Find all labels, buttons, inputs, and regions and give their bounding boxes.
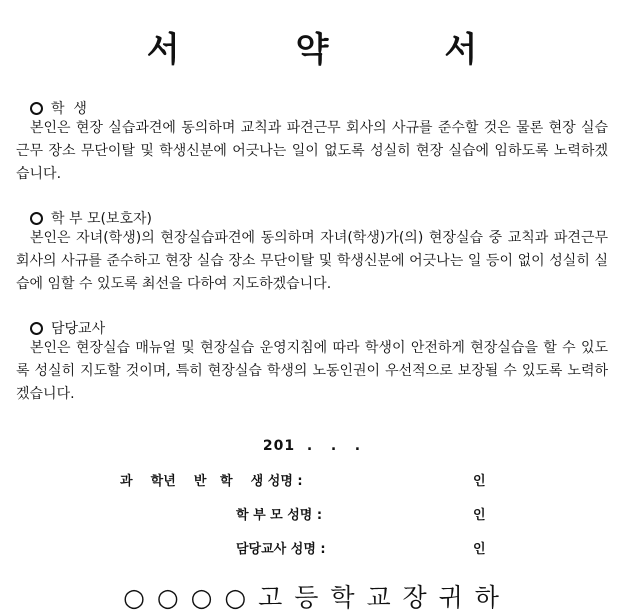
signature-student-seal: 인 bbox=[473, 474, 486, 489]
signature-teacher-seal: 인 bbox=[473, 542, 486, 557]
section-student-text: 본인은 현장 실습과견에 동의하며 교칙과 파견근무 회사의 사규를 준수할 것은 물론 현장 실습 근무 장소 무단이탈 및 학생신분에 어긋나는 일이 없도록 성실히 현장 실습에 임하도록 노력하겠습니다. bbox=[16, 120, 608, 182]
signature-teacher-label: 담당교사 성명 : bbox=[236, 542, 326, 557]
section-parent-heading bbox=[30, 208, 152, 228]
section-teacher-heading-text: 담당교사 bbox=[51, 321, 106, 337]
section-student-body bbox=[16, 117, 608, 186]
section-parent-body bbox=[16, 227, 608, 296]
title-char-2: 약 bbox=[295, 30, 329, 70]
title-char-1: 서 bbox=[146, 30, 180, 70]
section-parent-heading-text: 학 부 모(보호자) bbox=[51, 211, 152, 227]
circle-bullet-icon bbox=[30, 322, 43, 335]
circle-bullet-icon bbox=[30, 102, 43, 115]
signature-parent-label: 학 부 모 성명 : bbox=[236, 508, 323, 523]
signature-student-label: 과 학년 반 학 생 성명 : bbox=[120, 474, 303, 489]
section-teacher-body bbox=[16, 337, 608, 406]
section-student-heading bbox=[30, 98, 87, 118]
section-teacher-heading bbox=[30, 318, 105, 338]
section-teacher-text: 본인은 현장실습 매뉴얼 및 현장실습 운영지침에 따라 학생이 안전하게 현장실습을 할 수 있도록 성실히 지도할 것이며, 특히 현장실습 학생의 노동인권이 우선적으로 보장될 수 있도록 노력하겠습니다. bbox=[16, 340, 608, 402]
addressee-footer: ○ ○ ○ ○ 고 등 학 교 장 귀 하 bbox=[123, 583, 501, 612]
section-student-heading-text: 학 생 bbox=[51, 101, 87, 117]
signature-parent-seal: 인 bbox=[473, 508, 486, 523]
date-line: 201 . . . bbox=[262, 438, 362, 454]
section-parent-text: 본인은 자녀(학생)의 현장실습파견에 동의하며 자녀(학생)가(의) 현장실습 중 교칙과 파견근무 회사의 사규를 준수하고 현장 실습 장소 무단이탈 및 학생신분에 어긋나는 일 등이 없이 성실히 실습에 임할 수 있도록 최선을 다하여 지도하겠습니다. bbox=[16, 230, 608, 292]
circle-bullet-icon bbox=[30, 212, 43, 225]
title-char-3: 서 bbox=[444, 30, 478, 70]
document-title bbox=[0, 22, 624, 71]
